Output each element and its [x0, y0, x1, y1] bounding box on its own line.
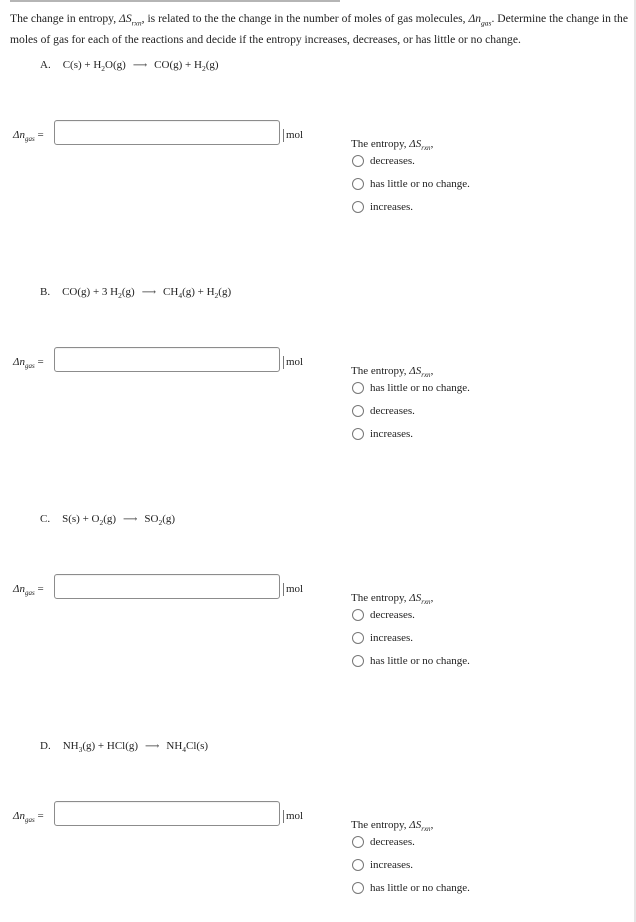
reaction-d-option-1[interactable]: decreases.	[352, 836, 415, 848]
entropy-label: The entropy, $\Delta S_{rxn}$,	[351, 365, 434, 380]
reaction-c-option-1[interactable]: decreases.	[352, 609, 415, 621]
entropy-label: The entropy, $\Delta S_{rxn}$,	[351, 138, 434, 153]
reaction-a-option-1[interactable]: decreases.	[352, 155, 415, 167]
radio-button[interactable]	[352, 859, 364, 871]
reaction-d-option-2[interactable]: increases.	[352, 859, 413, 871]
reaction-a-option-3[interactable]: increases.	[352, 201, 413, 213]
reaction-d-option-3[interactable]: has little or no change.	[352, 882, 470, 894]
reaction-b-option-2[interactable]: decreases.	[352, 405, 415, 417]
delta-n-gas-label: $\Delta n_{gas}$ =	[13, 583, 44, 598]
unit-label: mol	[283, 810, 303, 823]
radio-button[interactable]	[352, 609, 364, 621]
delta-n-gas-label: $\Delta n_{gas}$ =	[13, 810, 44, 825]
reaction-c-equation: C. $S(s) + O_2(g)$ ⟶ $SO_2(g)$	[40, 513, 176, 528]
reaction-c-option-2[interactable]: increases.	[352, 632, 413, 644]
reaction-a-option-2[interactable]: has little or no change.	[352, 178, 470, 190]
reaction-a-delta-n-input[interactable]	[54, 120, 280, 145]
reaction-a-equation: A. $C(s) + H_2O(g)$ ⟶ $CO(g) + H_2(g)$	[40, 59, 219, 74]
reaction-d-equation: D. $NH_3(g) + HCl(g)$ ⟶ $NH_4Cl(s)$	[40, 740, 209, 755]
reaction-b-delta-n-input[interactable]	[54, 347, 280, 372]
radio-button[interactable]	[352, 382, 364, 394]
reaction-letter: B.	[40, 286, 51, 298]
radio-button[interactable]	[352, 632, 364, 644]
question-intro: The change in entropy, $\Delta S_{rxn}$, is related to the the change in the number of moles of gas molecules, $\Delta n_{gas}$. Determine the change in the moles of gas for each of the reactions and decide if the entropy increases, decreases, or has little or no change.	[10, 12, 628, 47]
entropy-label: The entropy, $\Delta S_{rxn}$,	[351, 819, 434, 834]
radio-button[interactable]	[352, 405, 364, 417]
radio-button[interactable]	[352, 155, 364, 167]
radio-button[interactable]	[352, 428, 364, 440]
top-divider	[10, 0, 340, 2]
unit-label: mol	[283, 129, 303, 142]
radio-button[interactable]	[352, 836, 364, 848]
radio-button[interactable]	[352, 882, 364, 894]
radio-button[interactable]	[352, 655, 364, 667]
reaction-d-delta-n-input[interactable]	[54, 801, 280, 826]
arrow-icon: ⟶	[141, 287, 157, 298]
delta-n-gas-label: $\Delta n_{gas}$ =	[13, 129, 44, 144]
reaction-b-option-1[interactable]: has little or no change.	[352, 382, 470, 394]
entropy-label: The entropy, $\Delta S_{rxn}$,	[351, 592, 434, 607]
delta-n-gas-label: $\Delta n_{gas}$ =	[13, 356, 44, 371]
arrow-icon: ⟶	[123, 514, 138, 525]
arrow-icon: ⟶	[132, 60, 148, 71]
unit-label: mol	[283, 583, 303, 596]
unit-label: mol	[283, 356, 303, 369]
radio-button[interactable]	[352, 201, 364, 213]
reaction-c-option-3[interactable]: has little or no change.	[352, 655, 470, 667]
reaction-letter: C.	[40, 513, 51, 525]
reaction-b-option-3[interactable]: increases.	[352, 428, 413, 440]
reaction-c-delta-n-input[interactable]	[54, 574, 280, 599]
arrow-icon: ⟶	[145, 741, 160, 752]
reaction-b-equation: B. CO(g) + 3 $H_2(g)$ ⟶ $CH_4(g) + H_2(g)$	[40, 286, 232, 301]
radio-button[interactable]	[352, 178, 364, 190]
reaction-letter: A.	[40, 59, 51, 71]
reaction-letter: D.	[40, 740, 51, 752]
